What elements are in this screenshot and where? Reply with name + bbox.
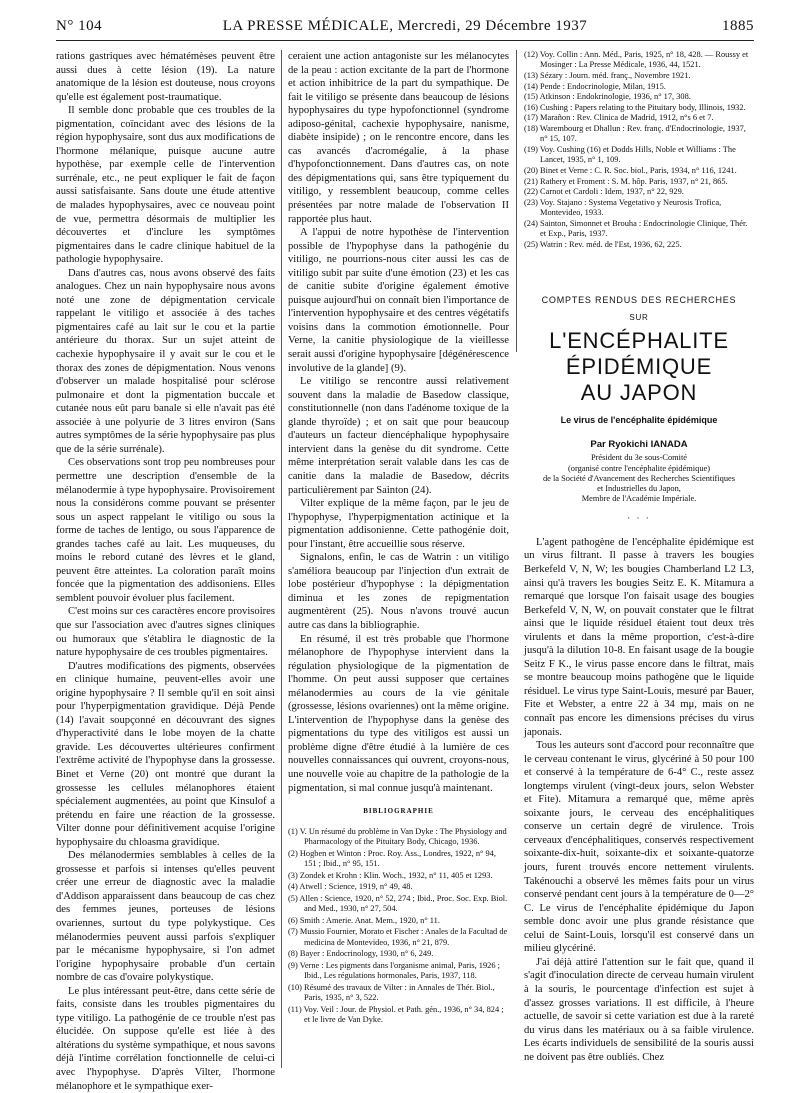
author-affiliation bbox=[524, 453, 754, 504]
separator-ornament: · · · bbox=[627, 513, 651, 524]
column-divider bbox=[516, 50, 517, 352]
bibliography-entry: (7) Mussio Fournier, Morato et Fischer : Anales de la Facultad de medicina de Montevideo, 1936, n° 21, 879. bbox=[288, 927, 508, 947]
bibliography-entry: (1) V. Un résumé du problème in Van Dyke : The Physiology and Pharmacology of the Pituitary Body, Chicago, 1936. bbox=[288, 826, 507, 847]
paragraph: C'est moins sur ces caractères encore provisoires que sur l'association avec d'autres signes cliniques ou humoraux que s'établira le diagnostic de la nature hypophysaire de ces troubles pigmentaires. bbox=[56, 606, 275, 659]
bibliography-entry: (14) Pende : Endocrinologie, Milan, 1915. bbox=[524, 81, 666, 91]
paragraph: Le vitiligo se rencontre aussi relativement souvent dans la maladie de Basedow classique, constitutionnelle (non dans l'adénome toxique de la glande thyroïde) ; et on sait que pour beaucoup d'auteurs un facteur diencéphalique hypophysaire intervient dans la genèse du dit syndrome. Cette même interprétation serait valable dans les cas de canitie dans la maladie de Basedow, décrits particulièrement par Sainton (24). bbox=[288, 376, 509, 496]
bibliography-entry: (16) Cushing : Papers relating to the Pituitary body, Illinois, 1932. bbox=[524, 102, 746, 112]
paragraph: En résumé, il est très probable que l'hormone mélanophore de l'hypophyse intervient dans la régulation physiologique de la pigmentation de l'homme. On peut aussi supposer que certaines mélanodermies au cours de la vie génitale (grossesse, lésions ovariennes) ont la même origine. L'intervention de l'hypophyse dans la genèse des pigmentations du type des vitiligos est aussi un problème digne d'être étudié à la lumière de ces nouvelles connaissances qui ouvrent, croyons-nous, une nouvelle voie au chapitre de la pathologie de la pigmentation, si mal connue jusqu'à maintenant. bbox=[288, 633, 509, 794]
article-body bbox=[524, 536, 754, 1064]
affiliation-line: Président du 3e sous-Comité bbox=[590, 453, 688, 463]
paragraph: Dans d'autres cas, nous avons observé des faits analogues. Chez un nain hypophysaire nous avons noté une zone de dépigmentation cervicale rappelant le vitiligo et associée à des taches pigmentaires café au lait sur le cou et la partie antérieure du thorax. Sur un sujet atteint de cachexie hypophysaire il y avait sur le cou et le thorax des zones de dépigmentation. Nous venons d'observer un malade hospitalisé pour sclérose pulmonaire et dont la pigmentation buccale et cutanée nous eût paru banale si elle n'avait pas été associée à une polyurie de 3 litres environ (Sans autres symptômes de la série hypophysaire pas plus que de la série surrénale). bbox=[56, 267, 275, 455]
article-title-line: L'ENCÉPHALITE ÉPIDÉMIQUE bbox=[549, 328, 729, 380]
paragraph: J'ai déjà attiré l'attention sur le fait que, quand il s'agit d'inoculation directe de cerveau humain virulent à la souris, le pourcentage d'infection est sujet à d'assez grosses variations. Il est difficile, à l'heure actuelle, de savoir si cette variation est due à la rareté du virus dans les matériaux ou à sa faible virulence. Les écarts individuels de sensibilité de la souris aussi ne doivent pas être oubliés. Chez bbox=[524, 956, 754, 1063]
column-divider bbox=[281, 50, 282, 1068]
affiliation-line: de la Société d'Avancement des Recherches Scientifiques bbox=[542, 473, 736, 483]
paragraph: Le plus intéressant peut-être, dans cette série de faits, consiste dans les troubles pigmentaires du type vitiligo. La pathogénie de ce trouble n'est pas élucidée. On suppose qu'elle est liée à des altérations du système sympathique, et nous savons déjà l'intime corrélation fonctionnelle de celui-ci avec l'hypophyse. D'après Vilter, l'hormone mélanophore et le sympathique exer- bbox=[56, 985, 275, 1092]
bibliography-entry: (3) Zondek et Krohn : Klin. Woch., 1932, n° 11, 405 et 1293. bbox=[288, 870, 493, 880]
paragraph: Il semble donc probable que ces troubles de la pigmentation, coïncidant avec des lésions de la région hypophysaire, sont dus aux modifications de l'hormone mélanique, puisque aucune autre hypothèse, par exemple celle de l'intervention surrénale, etc., ne peut expliquer le fait de façon aussi satisfaisante. Sans doute une étude attentive de malades hypophysaires, avec ce nouveau point de vue, permettra désormais de multiplier les découvertes et d'inclure les symptômes pigmentaires dans le cadre clinique habituel de la pathologie hypophysaire. bbox=[56, 105, 275, 266]
paragraph: Des mélanodermies semblables à celles de la grossesse et parfois si intenses qu'elles peuvent créer une erreur de diagnostic avec la maladie d'Addison apparaissent dans beaucoup de cas chez des femmes jeunes, porteuses de lésions ovariennes, surtout du type polykystique. Ces mélanodermies peuvent aussi parfois s'expliquer par le mécanisme hypophysaire, si l'on admet l'origine hypophysaire probable d'un certain nombre de cas d'ovaire polykystique. bbox=[56, 850, 275, 984]
column-3 bbox=[524, 50, 754, 1064]
bibliography-entry: (25) Watrin : Rev. méd. de l'Est, 1936, 62, 225. bbox=[524, 239, 682, 249]
page-number: 1885 bbox=[722, 18, 754, 34]
bibliography-entry: (22) Carnot et Cardoli : Idem, 1937, n° 22, 929. bbox=[524, 187, 684, 197]
article-heading bbox=[524, 294, 754, 526]
paragraph: D'autres modifications des pigments, observées en clinique humaine, peuvent-elles avoir une origine hypophysaire ? Il semble qu'il en soit ainsi pour l'hyperpigmentation gravidique. Déjà Pende (14) l'avait soupçonné en découvrant des signes d'hyperactivité dans le lobe moyen de la chatte gravide. Les découvertes ultérieures confirment l'extrême activité de l'hypophyse dans la grossesse. Binet et Verne (20) ont montré que durant la grossesse les cellules mélanophores étaient spécialement augmentées, au point que Kinsulof a prétendu en faire une réaction de la grossesse. Vilter donne pour définitivement acquise l'origine hypophysaire du chloasma gravidique. bbox=[56, 660, 275, 848]
paragraph: ceraient une action antagoniste sur les mélanocytes de la peau : action excitante de la part de l'hormone et action inhibitrice de la part du sympathique. De fait le vitiligo se présente dans beaucoup de lésions hypophysaires du type hypofonctionnel (syndrome adiposo-génital, cachexie hypophysaire, nanisme, diabète insipide) ; on le rencontre encore, dans les cas avancés d'acromégalie, à la phase d'hypofonctionnement. Dans d'autres cas, on note des dépigmentations qui, sans être typiquement du vitiligo, y ressemblent beaucoup, comme celles présentées par notre malade de l'observation II rapportée plus haut. bbox=[288, 51, 509, 225]
bibliography-list bbox=[288, 827, 509, 1026]
section-kicker-sur: SUR bbox=[629, 312, 649, 322]
section-kicker: COMPTES RENDUS DES RECHERCHES bbox=[541, 295, 737, 306]
article-title-line: AU JAPON bbox=[580, 380, 698, 406]
column-2 bbox=[288, 50, 509, 1027]
issue-number: N° 104 bbox=[56, 18, 103, 34]
bibliography-entry: (2) Hogben et Winton : Proc. Roy. Ass., Londres, 1922, n° 94, 151 ; Ibid., n° 95, 151. bbox=[288, 848, 496, 869]
bibliography-entry: (15) Atkinson : Endokrinologie, 1936, n° 17, 308. bbox=[524, 92, 691, 102]
article-title bbox=[524, 328, 754, 406]
paragraph: Vilter explique de la même façon, par le jeu de l'hypophyse, l'hyperpigmentation actinique et la pigmentation addisonienne. Cette pathogénie doit, pour l'instant, être accueillie sous réserve. bbox=[288, 498, 509, 550]
paragraph: Ces observations sont trop peu nombreuses pour permettre une description d'ensemble de la mélanodermie à type hypophysaire. Provisoirement nous la considérons comme pouvant se présenter sous un aspect rappelant le vitiligo ou sous la forme de taches de lentigo, ou sous l'apparence de grandes taches café au lait. Les muqueuses, du moins le rebord cutané des lèvres et le gland, peuvent être atteintes. La coloration paraît moins foncée que la pigmentation des addisoniens. Elles semblent pouvoir évoluer plus facilement. bbox=[56, 457, 275, 604]
affiliation-line: (organisé contre l'encéphalite épidémique) bbox=[567, 463, 711, 473]
journal-title: LA PRESSE MÉDICALE, Mercredi, 29 Décembre 1937 bbox=[222, 18, 588, 34]
bibliography-list bbox=[524, 50, 754, 250]
paragraph: Tous les auteurs sont d'accord pour reconnaître que le cerveau contenant le virus, glycériné à 50 pour 100 et conservé à la température de 6-4° C., reste assez longtemps virulent (vingt-deux jours, selon Webster et Fite). Mitamura a remarqué que, même après soixante jours, le cerveau des encéphalitiques conserve un certain degré de virulence. Trois cerveaux d'encéphalitiques, conservés respectivement soixante-dix-huit, soixante-dix et soixante-quatorze jours, furent trouvés encore nettement virulents. Takénouchi a observé les mêmes faits pour un virus conservé pendant cent jours à la température de 0—2° C. Le virus de l'encéphalite épidémique du Japon semble donc avoir une plus grande résistance que celui de Saint-Louis, lorsqu'il est conservé dans un milieu glycériné. bbox=[524, 740, 754, 955]
column-1 bbox=[56, 50, 275, 1093]
bibliography-entry: (6) Smith : Amerie. Anat. Mem., 1920, n° 11. bbox=[288, 915, 440, 925]
bibliography-entry: (5) Allen : Science, 1920, n° 52, 274 ; Ibid., Proc. Soc. Exp. Biol. and Med., 1930, n° 27, 504. bbox=[288, 893, 508, 914]
bibliography-entry: (12) Voy. Collin : Ann. Méd., Paris, 1925, n° 18, 428. — Roussy et Mosinger : La Presse Médicale, 1936, 44, 1521. bbox=[524, 50, 749, 70]
bibliography-entry: (20) Binet et Verne : C. R. Soc. biol., Paris, 1934, n° 116, 1241. bbox=[524, 165, 737, 175]
bibliography-entry: (18) Warembourg et Dhallun : Rev. franç. d'Endocrinologie, 1937, n° 15, 107. bbox=[524, 123, 746, 144]
bibliography-entry: (8) Bayer : Endocrinology, 1930, n° 6, 249. bbox=[288, 949, 434, 959]
bibliography-entry: (19) Voy. Cushing (16) et Dodds Hills, Noble et Williams : The Lancet, 1935, n° 1, 109. bbox=[524, 144, 736, 165]
bibliography-entry: (24) Sainton, Simonnet et Brouha : Endocrinologie Clinique, Thér. et Exp., Paris, 1937. bbox=[524, 218, 748, 239]
paragraph: A l'appui de notre hypothèse de l'intervention possible de l'hypophyse dans la pathogénie du vitiligo, ne pourrions-nous citer aussi les cas de vitiligo subit par suite d'une émotion (23) et les cas de canitie subite d'origine également émotive puisque aujourd'hui on connaît bien l'importance de l'intervention hypophysaire et des centres végétatifs voisins dans la commotion émotionnelle. Pour Verne, la canitie physiologique de la vieillesse serait aussi d'origine hypophysaire [dégénérescence involutive de la glande] (9). bbox=[288, 227, 509, 374]
bibliography-entry: (9) Verne : Les pigments dans l'organisme animal, Paris, 1926 ; Ibid., Les régulations hormonales, Paris, 1937, 118. bbox=[288, 961, 500, 981]
bibliography-entry: (17) Marañon : Rev. Clinica de Madrid, 1912, n°s 6 et 7. bbox=[524, 113, 714, 123]
affiliation-line: Membre de l'Académie Impériale. bbox=[581, 494, 697, 504]
article-subtitle: Le virus de l'encéphalite épidémique bbox=[560, 415, 718, 426]
bibliography-entry: (13) Sézary : Journ. méd. franç., Novembre 1921. bbox=[524, 71, 691, 80]
bibliography-entry: (23) Voy. Stajano : Systema Vegetativo y Neurosis Trofica, Montevideo, 1933. bbox=[524, 197, 722, 218]
paragraph: rations gastriques avec hématémèses peuvent être aussi dues à cette lésion (19). La nature anatomique de la lésion est douteuse, nous croyons qu'elle est également post-traumatique. bbox=[56, 51, 275, 103]
paragraph: L'agent pathogène de l'encéphalite épidémique est un virus filtrant. Il passe à travers les bougies Berkefeld V, N, W; les bougies Chamberland L2 L3, ainsi qu'à travers les bougies Seitz E. K. Mitamura a remarqué que lorsque l'on faisait usage des bougies Berkefeld V, N, W, on pouvait constater que le filtrat ainsi que le liquide résiduel étaient tout deux très virulents et dans la même proportion, c'est-à-dire jusqu'à la dilution 10-8. En faisant usage de la bougie Seitz F K., le virus passe encore dans le filtrat, mais se montre beaucoup moins pathogène que le liquide résiduel. Le virus type Saint-Louis, mesuré par Bauer, Fite et Webster, a entre 22 à 34 mμ, mais on ne connaît pas encore les dimensions précises du virus japonais. bbox=[524, 536, 754, 738]
affiliation-line: et Industrielles du Japon, bbox=[597, 483, 681, 493]
bibliography-entry: (10) Résumé des travaux de Vilter : in Annales de Thér. Biol., Paris, 1935, n° 3, 522. bbox=[288, 983, 495, 1003]
bibliography-entry: (4) Atwell : Science, 1919, n° 49, 48. bbox=[288, 882, 413, 892]
article-author: Par Ryokichi IANADA bbox=[590, 438, 688, 450]
bibliography-entry: (11) Voy. Veil : Jour. de Physiol. et Path. gén., 1936, n° 34, 824 ; et le livre de Van Dyke. bbox=[288, 1005, 504, 1025]
paragraph: Signalons, enfin, le cas de Watrin : un vitiligo s'améliora beaucoup par l'injection d'un extrait de lobe postérieur d'hypophyse : la dépigmentation diminua et les zones de repigmentation augmentèrent (25). Nous n'avons trouvé aucun autre cas dans la bibliographie. bbox=[288, 552, 509, 631]
page-header bbox=[56, 18, 754, 41]
bibliography-heading: BIBLIOGRAPHIE bbox=[363, 807, 434, 816]
bibliography-entry: (21) Rathery et Froment : S. M. hôp. Paris, 1937, n° 21, 865. bbox=[524, 176, 728, 186]
